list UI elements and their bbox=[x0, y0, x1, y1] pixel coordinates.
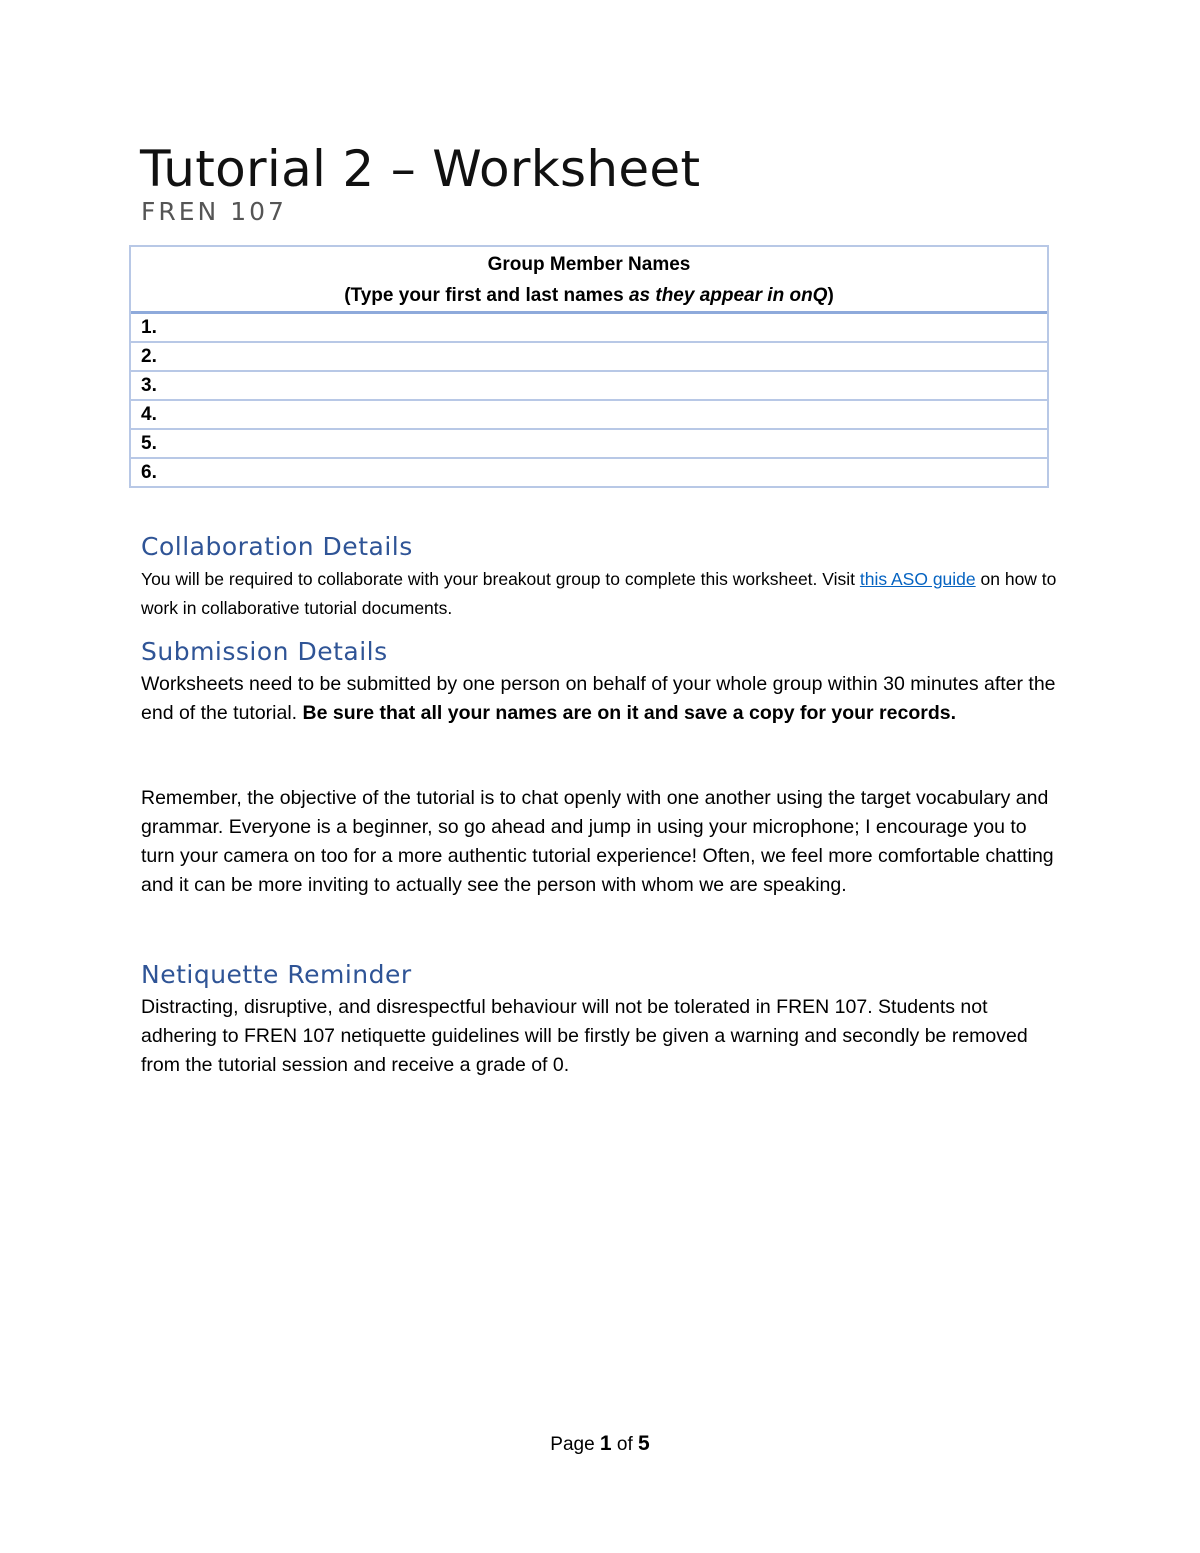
instruction-italic-text: as they appear in onQ bbox=[628, 285, 828, 306]
footer-of-label: of bbox=[616, 1434, 633, 1455]
member-name-cell-6[interactable]: 6. bbox=[131, 457, 1047, 486]
page-footer bbox=[0, 1430, 1200, 1459]
instruction-text: (Type your first and last names bbox=[344, 285, 629, 306]
member-name-cell-2[interactable]: 2. bbox=[131, 341, 1047, 370]
table-header-cell bbox=[131, 247, 1047, 314]
table-row bbox=[131, 457, 1047, 486]
collaboration-text-end: on how to work in collaborative tutorial documents. bbox=[141, 569, 1057, 618]
footer-current-page: 1 bbox=[599, 1432, 612, 1455]
table-header-row bbox=[131, 247, 1047, 314]
footer-total-pages: 5 bbox=[638, 1432, 650, 1455]
submission-heading: Submission Details bbox=[141, 637, 388, 666]
submission-paragraph bbox=[141, 670, 1061, 728]
member-name-cell-5[interactable]: 5. bbox=[131, 428, 1047, 457]
netiquette-heading: Netiquette Reminder bbox=[141, 960, 412, 989]
group-member-names-table bbox=[129, 245, 1049, 488]
table-header-instruction bbox=[135, 280, 1043, 311]
instruction-text-end: ) bbox=[827, 285, 834, 306]
collaboration-heading: Collaboration Details bbox=[141, 532, 413, 561]
member-name-cell-1[interactable]: 1. bbox=[141, 317, 157, 338]
aso-guide-link[interactable]: this ASO guide bbox=[859, 569, 976, 589]
submission-text: Worksheets need to be submitted by one person on behalf of your whole group within 30 minutes after the end of the tutorial. bbox=[141, 673, 1056, 724]
submission-bold-text: Be sure that all your names are on it and save a copy for your records. bbox=[302, 702, 957, 724]
document-title: Tutorial 2 – Worksheet bbox=[140, 140, 701, 198]
collaboration-text: You will be required to collaborate with your breakout group to complete this worksheet. Visit bbox=[141, 569, 860, 589]
reminder-paragraph: Remember, the objective of the tutorial is to chat openly with one another using the target vocabulary and grammar. Everyone is a beginner, so go ahead and jump in using your microphone; I encourage you to turn your camera on too for a more authentic tutorial experience! Often, we feel more comfortable chatting and it can be more inviting to actually see the person with whom we are speaking. bbox=[141, 787, 1054, 896]
table-row bbox=[131, 370, 1047, 399]
table-row bbox=[131, 428, 1047, 457]
collaboration-paragraph bbox=[141, 565, 1061, 622]
table-row bbox=[131, 314, 1047, 341]
document-subtitle: FREN 107 bbox=[141, 197, 287, 226]
member-name-cell-3[interactable]: 3. bbox=[131, 370, 1047, 399]
member-name-cell-4[interactable]: 4. bbox=[131, 399, 1047, 428]
footer-page-label: Page bbox=[550, 1434, 595, 1455]
table-header-title: Group Member Names bbox=[487, 254, 691, 275]
table-row bbox=[131, 399, 1047, 428]
table-row bbox=[131, 341, 1047, 370]
netiquette-paragraph: Distracting, disruptive, and disrespectful behaviour will not be tolerated in FREN 107. Students not adhering to FREN 107 netiquette guidelines will be firstly be given a warning and secondly be removed from the tutorial session and receive a grade of 0. bbox=[141, 996, 1028, 1076]
